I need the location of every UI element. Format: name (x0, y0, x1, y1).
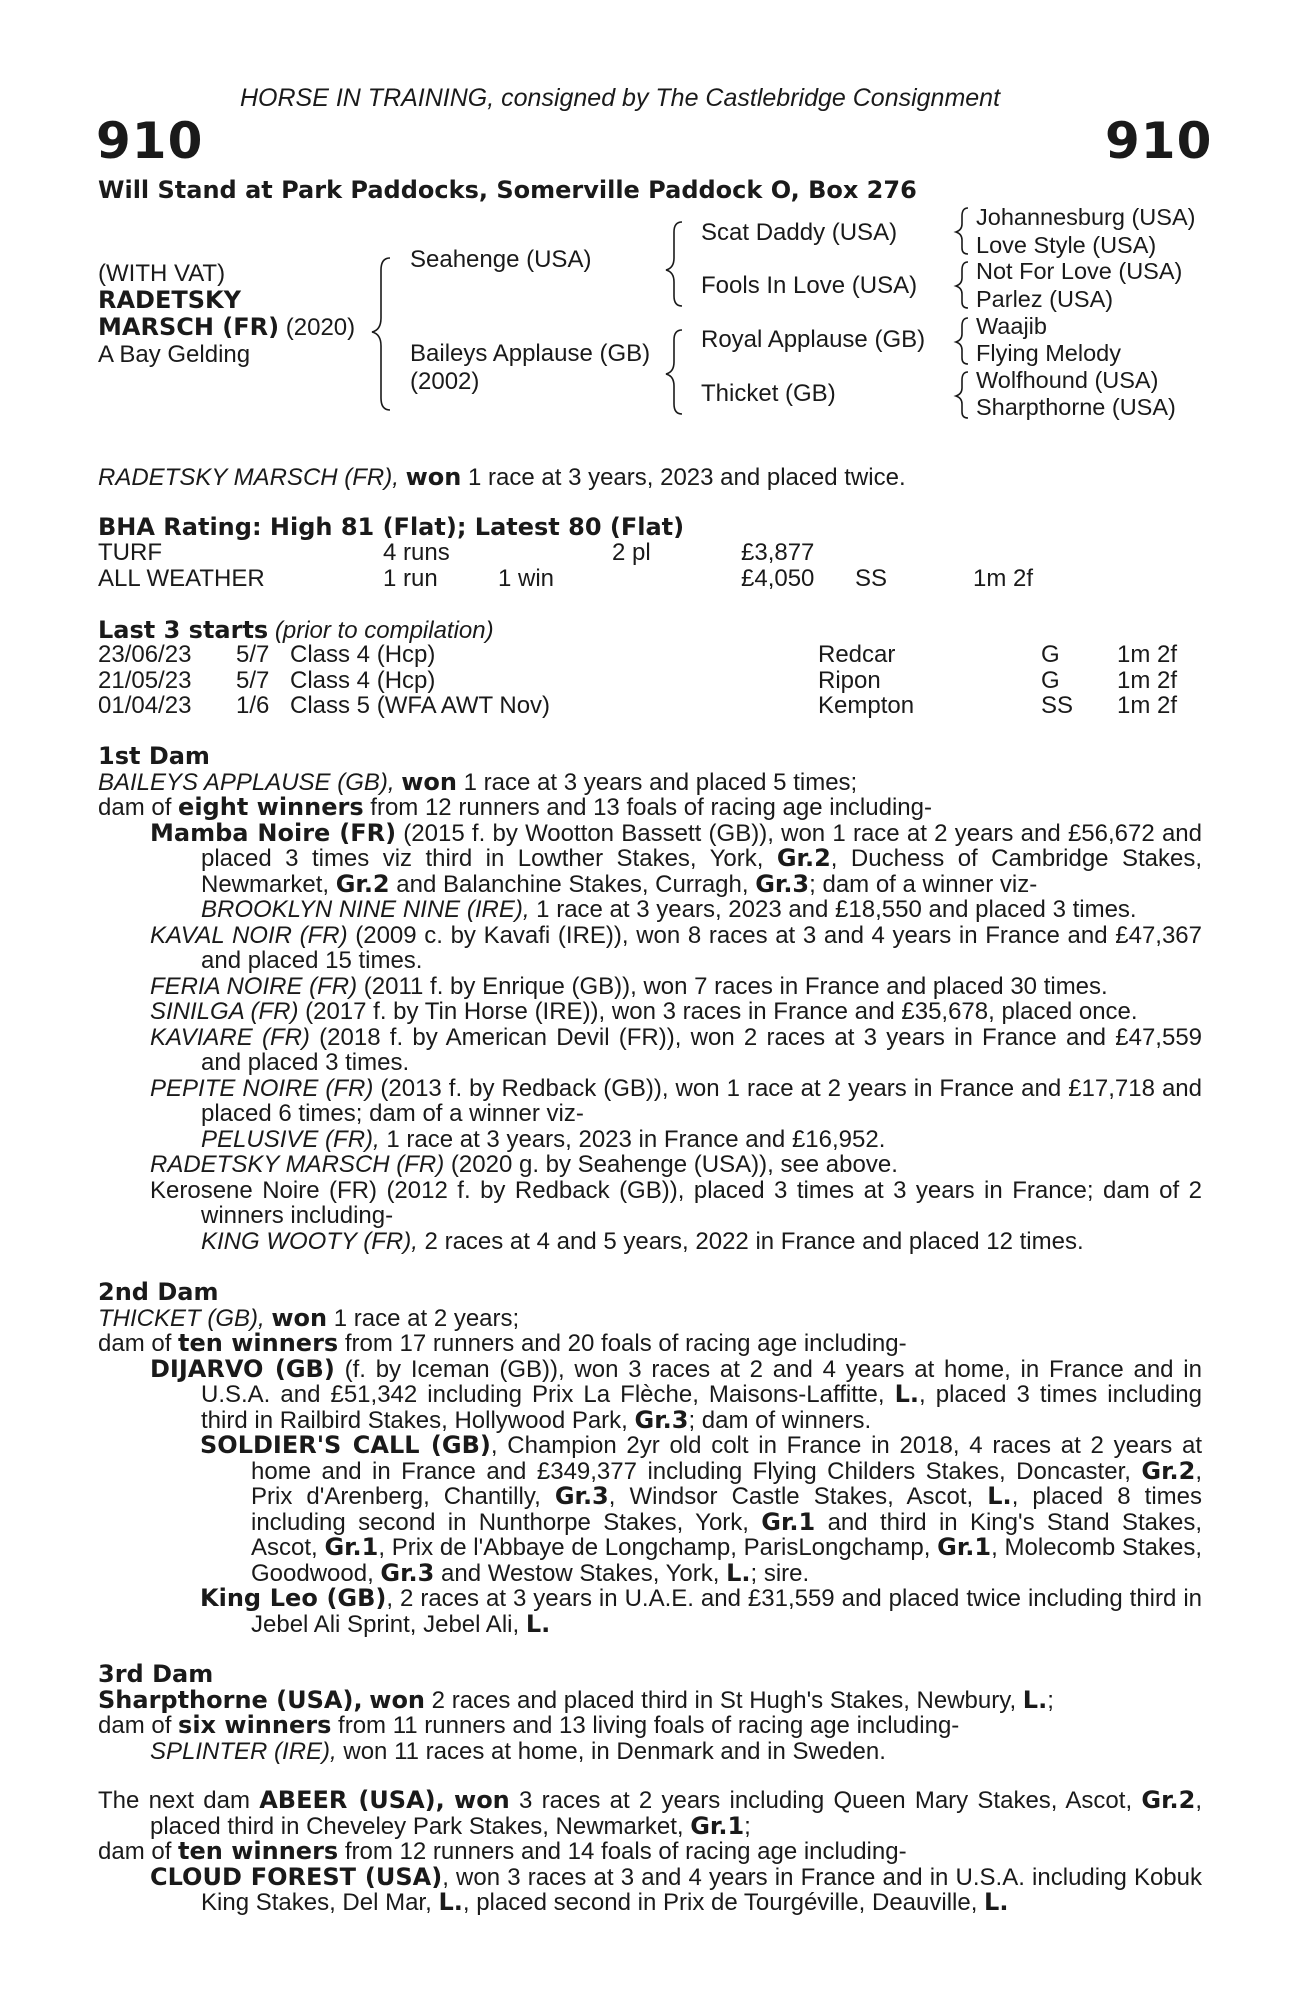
start-going: G (1041, 641, 1060, 668)
start-position: 5/7 (236, 667, 270, 694)
rating-row-turf-placed: 2 pl (612, 539, 651, 566)
pedigree-ssd: Love Style (USA) (976, 232, 1157, 258)
text: 3 races at 2 years including Queen Mary Stakes, Ascot, (509, 1787, 1142, 1814)
pedigree-dam-dam: Thicket (GB) (701, 380, 836, 407)
text: (2017 f. by Tin Horse (IRE)), won 3 races in France and £35,678, placed once. (298, 998, 1138, 1025)
text: ; sire. (750, 1559, 810, 1587)
text: , placed third in Cheveley Park Stakes, Newmarket, (150, 1787, 1202, 1840)
progeny-pepite-noire (98, 1076, 1202, 1127)
progeny-kaviare (98, 1025, 1202, 1076)
pedigree-dds: Wolfhound (USA) (976, 367, 1159, 393)
first-dam-line1 (98, 767, 1202, 796)
rating-row-aw-distance: 1m 2f (973, 565, 1034, 592)
progeny-radetsky (98, 1152, 1202, 1178)
third-dam-won: won (369, 1685, 426, 1714)
text: ; dam of a winner viz- (809, 870, 1038, 898)
text: ; (744, 1812, 751, 1840)
progeny-name: DIJARVO (GB) (150, 1354, 335, 1383)
text: The next dam (98, 1787, 260, 1814)
pedigree-dam: Baileys Applause (GB) (410, 340, 651, 367)
text: dam of (98, 794, 179, 821)
text: (2011 f. by Enrique (GB)), won 7 races in France and placed 30 times. (357, 972, 1108, 1000)
next-dam-winners: ten winners (178, 1837, 339, 1865)
second-dam-name: THICKET (GB), (98, 1304, 265, 1332)
third-dam-name: Sharpthorne (USA), (98, 1685, 363, 1714)
rating-row-aw-runs: 1 run (383, 565, 438, 592)
grade: L. (525, 1609, 551, 1638)
first-dam-won: won (401, 767, 457, 796)
third-dam-title: 3rd Dam (98, 1660, 214, 1688)
progeny-name: SINILGA (FR) (150, 998, 299, 1025)
third-dam-winners: six winners (178, 1711, 332, 1739)
grade: Gr.3 (634, 1405, 689, 1434)
text: won 11 races at home, in Denmark and in Sweden. (336, 1737, 886, 1765)
text: , won 3 races at 3 and 4 years in France and in U.S.A. including Kobuk King Stakes, Del Mar, (201, 1863, 1203, 1916)
progeny-dijarvo (98, 1354, 1202, 1434)
pedigree-dss: Waajib (976, 313, 1047, 339)
text: , placed 8 times including second in Nunthorpe Stakes, York, (251, 1483, 1202, 1536)
progeny-king-wooty (98, 1229, 1202, 1255)
grade: Gr.2 (1141, 1786, 1196, 1814)
grade: L. (987, 1482, 1012, 1510)
pedigree-dsd: Flying Melody (976, 340, 1121, 366)
rating-row-turf-runs: 4 runs (383, 539, 450, 566)
pedigree-dam-sire: Royal Applause (GB) (701, 326, 926, 353)
grade: L. (1022, 1685, 1048, 1714)
progeny-kerosene-noire (98, 1178, 1202, 1229)
horse-description: A Bay Gelding (98, 341, 251, 368)
text: 1 race at 2 years; (327, 1304, 520, 1332)
stand-location: Will Stand at Park Paddocks, Somerville Paddock O, Box 276 (98, 176, 917, 204)
start-going: SS (1041, 692, 1074, 719)
start-course: Redcar (818, 641, 896, 668)
progeny-name: BROOKLYN NINE NINE (IRE), (201, 896, 530, 923)
progeny-name: PEPITE NOIRE (FR) (150, 1074, 374, 1102)
pedigree-sire: Seahenge (USA) (410, 246, 592, 273)
text: , Molecomb Stakes, Goodwood, (251, 1534, 1203, 1587)
second-dam-line1 (98, 1303, 1202, 1332)
grade: Gr.2 (1141, 1456, 1196, 1485)
third-dam-line2 (98, 1713, 1202, 1739)
start-position: 5/7 (236, 641, 270, 668)
last-starts-heading (98, 617, 494, 644)
rating-row-aw-wins: 1 win (498, 565, 555, 592)
first-dam-section (98, 744, 1202, 1254)
pedigree-ddd: Sharpthorne (USA) (976, 394, 1176, 420)
text: , Prix de l'Abbaye de Longchamp, ParisLongchamp, (378, 1534, 938, 1561)
progeny-name: King Leo (GB) (200, 1584, 387, 1612)
third-dam-line1 (98, 1685, 1202, 1714)
text: (f. by Iceman (GB)), won 3 races at 2 and 4 years at home, in France and in U.S.A. and £51,342 including Prix La Flèche, Maisons-Laffitte, (201, 1355, 1202, 1408)
progeny-soldiers-call (98, 1433, 1202, 1586)
race-summary (98, 464, 906, 491)
text: 1 race at 3 years, 2023 in France and £16,952. (379, 1125, 886, 1153)
progeny-kaval-noir (98, 923, 1202, 974)
progeny-cloud-forest (98, 1862, 1203, 1916)
text: ; dam of winners. (688, 1406, 872, 1434)
text: , placed 3 times including third in Railbird Stakes, Hollywood Park, (201, 1381, 1202, 1434)
second-dam-won: won (271, 1303, 328, 1332)
pedigree-sss: Johannesburg (USA) (976, 204, 1196, 230)
text: ; (1047, 1686, 1054, 1714)
text: from 17 runners and 20 foals of racing age including- (338, 1330, 907, 1357)
text: 1 race at 3 years, 2023 and £18,550 and placed 3 times. (529, 896, 1137, 923)
horse-name-line2-row (98, 314, 355, 341)
first-dam-title: 1st Dam (98, 742, 210, 770)
progeny-name: SOLDIER'S CALL (GB) (200, 1431, 491, 1459)
progeny-name: KAVAL NOIR (FR) (150, 921, 348, 949)
pedigree-sire-dam: Fools In Love (USA) (701, 272, 918, 299)
pedigree-sds: Not For Love (USA) (976, 258, 1183, 284)
grade: Gr.2 (776, 844, 831, 872)
start-date: 21/05/23 (98, 667, 192, 694)
text: dam of (98, 1712, 179, 1739)
text: , Duchess of Cambridge Stakes, Newmarket, (201, 845, 1203, 898)
first-dam-name: BAILEYS APPLAUSE (GB), (98, 768, 395, 796)
next-dam-line1 (98, 1788, 1202, 1839)
start-date: 23/06/23 (98, 641, 192, 668)
bha-rating-title: BHA Rating: High 81 (Flat); Latest 80 (Flat) (98, 513, 685, 541)
rating-row-aw-prize: £4,050 (741, 565, 815, 592)
pedigree-sdd: Parlez (USA) (976, 286, 1114, 312)
text: , placed second in Prix de Tourgéville, Deauville, (462, 1889, 985, 1916)
progeny-name: Mamba Noire (FR) (150, 818, 397, 847)
first-dam-winners: eight winners (178, 793, 364, 821)
second-dam-line2 (98, 1331, 1202, 1357)
start-going: G (1041, 667, 1060, 694)
pedigree-dam-year: (2002) (410, 368, 480, 395)
summary-rest: 1 race at 3 years, 2023 and placed twice. (461, 464, 906, 491)
text: , Windsor Castle Stakes, Ascot, (608, 1483, 988, 1510)
progeny-mamba-noire (98, 818, 1203, 898)
next-dam-line2 (98, 1839, 1202, 1865)
text: from 12 runners and 14 foals of racing age including- (338, 1838, 907, 1865)
next-dam-won: won (454, 1786, 510, 1814)
horse-name-line1: RADETSKY (98, 286, 242, 314)
first-dam-record: 1 race at 3 years and placed 5 times; (456, 768, 858, 796)
horse-vat: (WITH VAT) (98, 260, 226, 287)
text: , Champion 2yr old colt in France in 2018, 4 races at 2 years at home and in France and £349,377 including Flying Childers Stakes, Doncaster, (251, 1432, 1202, 1485)
start-position: 1/6 (236, 692, 270, 719)
start-course: Kempton (818, 692, 915, 719)
start-distance: 1m 2f (1117, 692, 1178, 719)
progeny-name: FERIA NOIRE (FR) (150, 972, 358, 1000)
start-race: Class 5 (WFA AWT Nov) (290, 692, 551, 719)
rating-row-aw-surface: ALL WEATHER (98, 565, 265, 592)
start-race: Class 4 (Hcp) (290, 641, 436, 668)
start-race: Class 4 (Hcp) (290, 667, 436, 694)
text: from 11 runners and 13 living foals of racing age including- (331, 1712, 960, 1739)
text: (2015 f. by Wootton Bassett (GB)), won 1 race at 2 years and £56,672 and placed 3 times viz third in Lowther Stakes, York, (201, 819, 1202, 872)
progeny-brooklyn (98, 897, 1202, 923)
horse-name-line2: MARSCH (FR) (98, 313, 280, 341)
text: dam of (98, 1838, 179, 1865)
last-starts-note: (prior to compilation) (274, 617, 494, 644)
grade: L. (726, 1558, 751, 1587)
third-dam-section (98, 1662, 1202, 1764)
next-dam-name: ABEER (USA), (259, 1786, 445, 1814)
start-date: 01/04/23 (98, 692, 192, 719)
text: (2020 g. by Seahenge (USA)), see above. (444, 1151, 898, 1178)
text: dam of (98, 1330, 179, 1357)
grade: Gr.1 (761, 1507, 816, 1536)
progeny-pelusive (98, 1127, 1202, 1153)
grade: Gr.1 (690, 1811, 745, 1840)
horse-year: (2020) (285, 314, 356, 341)
text: and third in King's Stand Stakes, Ascot, (251, 1508, 1203, 1561)
last-starts-title: Last 3 starts (98, 616, 269, 644)
text: (2018 f. by American Devil (FR)), won 2 races at 3 years in France and £47,559 and placed 3 times. (201, 1023, 1203, 1076)
text: (2009 c. by Kavafi (IRE)), won 8 races at 3 and 4 years in France and £47,367 and placed 15 times. (201, 921, 1202, 974)
progeny-king-leo (98, 1586, 1202, 1637)
text: from 12 runners and 13 foals of racing age including- (363, 794, 932, 821)
progeny-sinilga (98, 999, 1202, 1025)
lot-number-left: 910 (96, 112, 204, 170)
text: (2013 f. by Redback (GB)), won 1 race at 2 years in France and £17,718 and placed 6 times; dam of a winner viz- (201, 1074, 1202, 1127)
grade: Gr.3 (380, 1558, 435, 1587)
grade: Gr.3 (755, 869, 810, 898)
next-dam-section (98, 1788, 1202, 1916)
rating-row-turf-prize: £3,877 (741, 539, 815, 566)
text: , Prix d'Arenberg, Chantilly, (251, 1457, 1202, 1510)
catalogue-subtitle: HORSE IN TRAINING, consigned by The Castlebridge Consignment (240, 84, 1001, 112)
start-distance: 1m 2f (1117, 641, 1178, 668)
grade: L. (894, 1380, 920, 1408)
grade: Gr.1 (937, 1533, 992, 1561)
start-course: Ripon (818, 667, 881, 694)
progeny-name: KING WOOTY (FR), (201, 1227, 418, 1255)
progeny-name: SPLINTER (IRE), (150, 1737, 337, 1765)
text: , 2 races at 3 years in U.A.E. and £31,559 and placed twice including third in Jebel Ali Sprint, Jebel Ali, (251, 1585, 1202, 1638)
pedigree-sire-sire: Scat Daddy (USA) (701, 219, 898, 246)
progeny-feria-noire (98, 974, 1202, 1000)
text: Kerosene Noire (FR) (2012 f. by Redback (GB)), placed 3 times at 3 years in France; dam of 2 winners including- (150, 1176, 1202, 1229)
summary-won: won (405, 463, 462, 491)
grade: Gr.3 (554, 1482, 609, 1510)
progeny-name: KAVIARE (FR) (150, 1023, 310, 1051)
progeny-splinter (98, 1739, 1202, 1765)
start-distance: 1m 2f (1117, 667, 1178, 694)
grade: L. (984, 1888, 1009, 1916)
progeny-name: PELUSIVE (FR), (201, 1125, 380, 1153)
progeny-name: CLOUD FOREST (USA) (150, 1862, 443, 1891)
grade: Gr.2 (335, 869, 390, 898)
text: and Westow Stakes, York, (434, 1559, 727, 1587)
text: 2 races at 4 and 5 years, 2022 in France and placed 12 times. (417, 1227, 1084, 1255)
lot-number-right: 910 (1105, 112, 1213, 170)
second-dam-title: 2nd Dam (98, 1278, 219, 1306)
text: 2 races and placed third in St Hugh's Stakes, Newbury, (425, 1686, 1023, 1714)
progeny-name: RADETSKY MARSCH (FR) (150, 1151, 445, 1178)
grade: L. (438, 1888, 463, 1916)
rating-row-turf-surface: TURF (98, 539, 162, 566)
grade: Gr.1 (324, 1533, 379, 1561)
second-dam-section (98, 1280, 1202, 1637)
summary-horse-name: RADETSKY MARSCH (FR), (98, 464, 399, 491)
rating-row-aw-going: SS (855, 565, 888, 592)
second-dam-winners: ten winners (178, 1329, 339, 1357)
text: and Balanchine Stakes, Curragh, (389, 870, 756, 898)
first-dam-line2 (98, 795, 1202, 821)
